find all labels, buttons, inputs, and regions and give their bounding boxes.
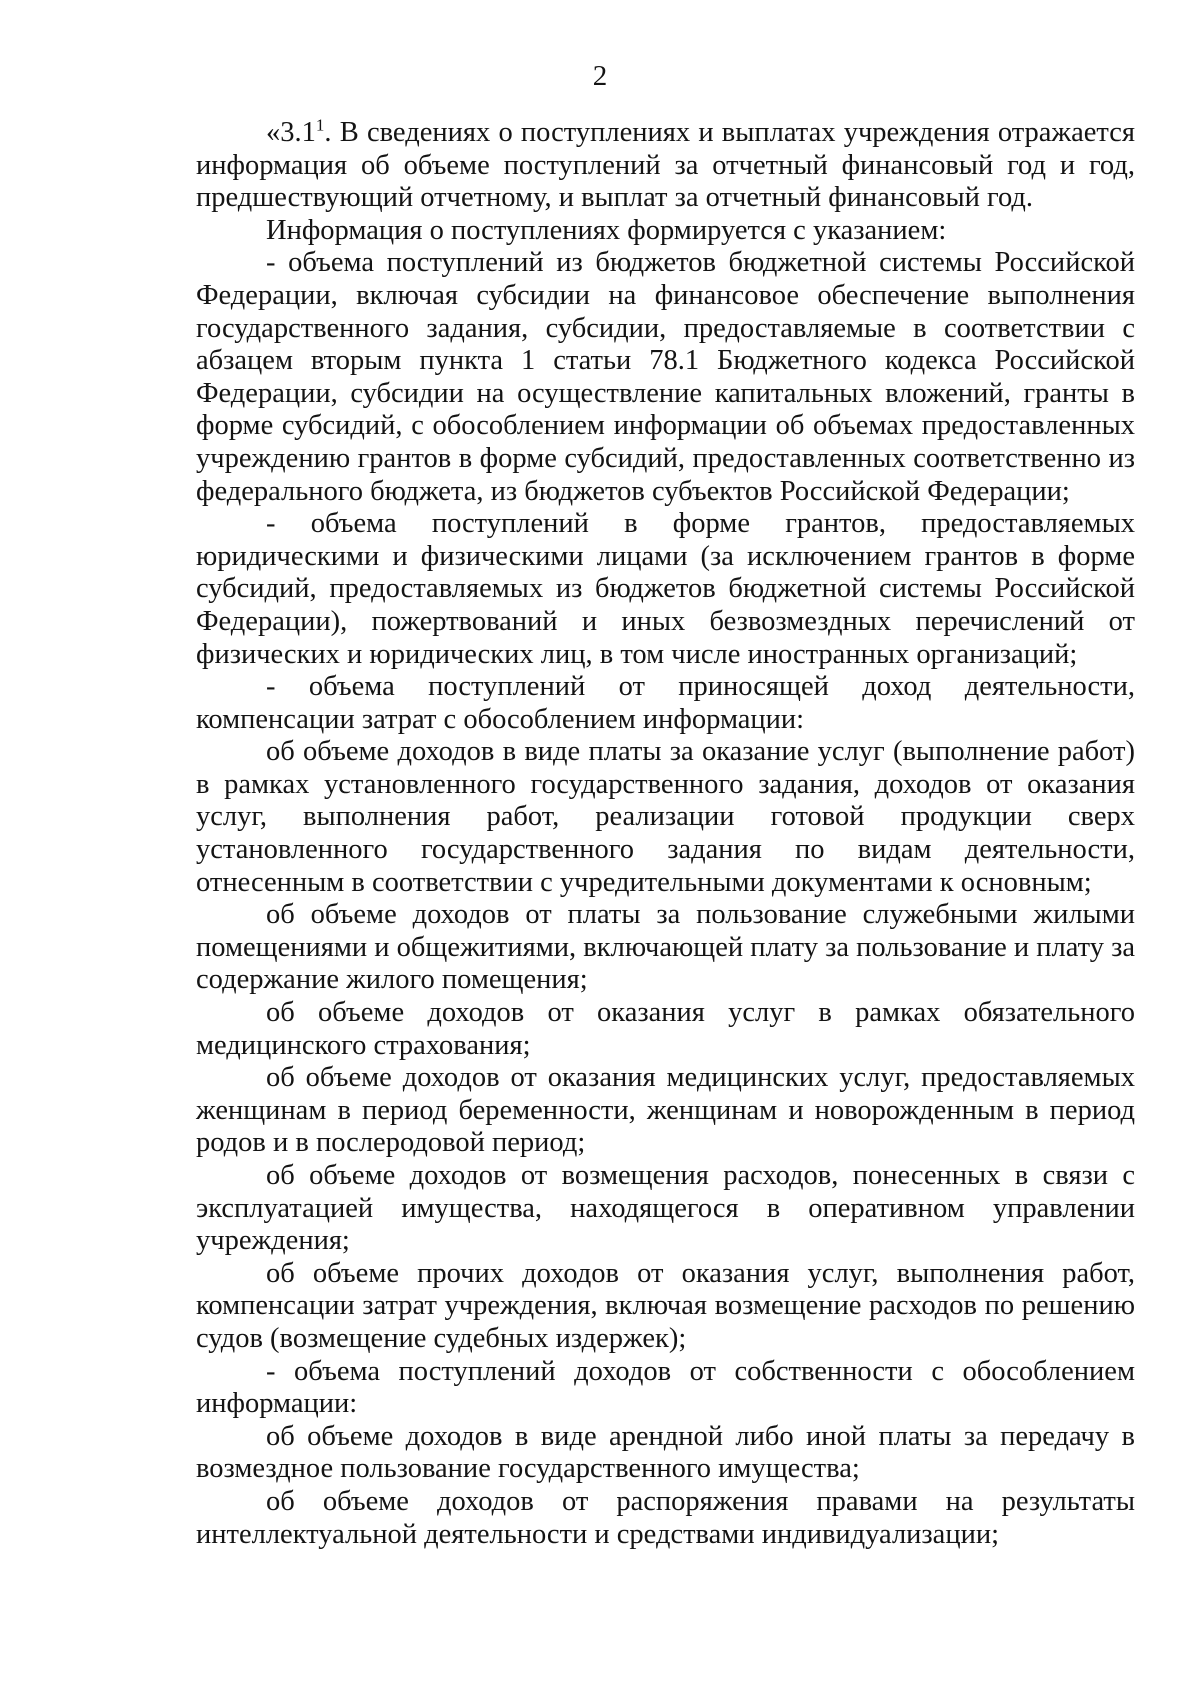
paragraph-rent-income: об объеме доходов в виде арендной либо иной платы за передачу в возмездное пользование государственного имущества; — [196, 1420, 1135, 1485]
superscript-marker: 1 — [315, 115, 325, 135]
paragraph-grants: - объема поступлений в форме грантов, предоставляемых юридическими и физическими лицами (за исключением грантов в форме субсидий, предоставляемых из бюджетов бюджетной системы Российской Федерации), пожертвований и иных безвозмездных перечислений от физических и юридических лиц, в том числе иностранных организаций; — [196, 508, 1135, 670]
paragraph-other-income: об объеме прочих доходов от оказания услуг, выполнения работ, компенсации затрат учреждения, включая возмещение расходов по решению судов (возмещение судебных издержек); — [196, 1257, 1135, 1354]
paragraph-income-activity: - объема поступлений от приносящей доход деятельности, компенсации затрат с обособлением информации: — [196, 671, 1135, 735]
paragraph-property-income: - объема поступлений доходов от собственности с обособлением информации: — [196, 1355, 1135, 1420]
paragraph-housing-fees: об объеме доходов от платы за пользование служебными жилыми помещениями и общежитиями, включающей плату за пользование и плату за содержание жилого помещения; — [196, 899, 1135, 996]
paragraph-medical-insurance: об объеме доходов от оказания услуг в рамках обязательного медицинского страхования; — [196, 997, 1135, 1061]
paragraph-number: «3.1 — [266, 117, 316, 148]
paragraph-budget-receipts: - объема поступлений из бюджетов бюджетной системы Российской Федерации, включая субсидии на финансовое обеспечение выполнения государственного задания, субсидии, предоставляемые в соответствии с абзацем вторым пункта 1 статьи 78.1 Бюджетного кодекса Российской Федерации, субсидии на осуществление капитальных вложений, гранты в форме субсидий, с обособлением информации об объемах предоставленных учреждению грантов в форме субсидий, предоставленных соответственно из федерального бюджета, из бюджетов субъектов Российской Федерации; — [196, 247, 1135, 507]
page-number: 2 — [592, 60, 608, 92]
paragraph-text: . В сведениях о поступлениях и выплатах учреждения отражается информация об объеме поступлений за отчетный финансовый год и год, предшествующий отчетному, и выплат за отчетный финансовый год. — [196, 117, 1135, 214]
document-body — [196, 117, 1135, 1551]
paragraph-3-1-1 — [196, 117, 1135, 215]
paragraph-intro: Информация о поступлениях формируется с указанием: — [266, 214, 947, 246]
paragraph-service-fees: об объеме доходов в виде платы за оказание услуг (выполнение работ) в рамках установленного государственного задания, доходов от оказания услуг, выполнения работ, реализации готовой продукции сверх установленного государственного задания по видам деятельности, отнесенным в соответствии с учредительными документами к основным; — [196, 736, 1135, 898]
paragraph-ip-income: об объеме доходов от распоряжения правами на результаты интеллектуальной деятельности и средствами индивидуализации; — [196, 1485, 1135, 1550]
paragraph-expense-reimbursement: об объеме доходов от возмещения расходов, понесенных в связи с эксплуатацией имущества, находящегося в оперативном управлении учреждения; — [196, 1160, 1135, 1257]
paragraph-maternity-services: об объеме доходов от оказания медицинских услуг, предоставляемых женщинам в период беременности, женщинам и новорожденным в период родов и в послеродовой период; — [196, 1062, 1135, 1159]
